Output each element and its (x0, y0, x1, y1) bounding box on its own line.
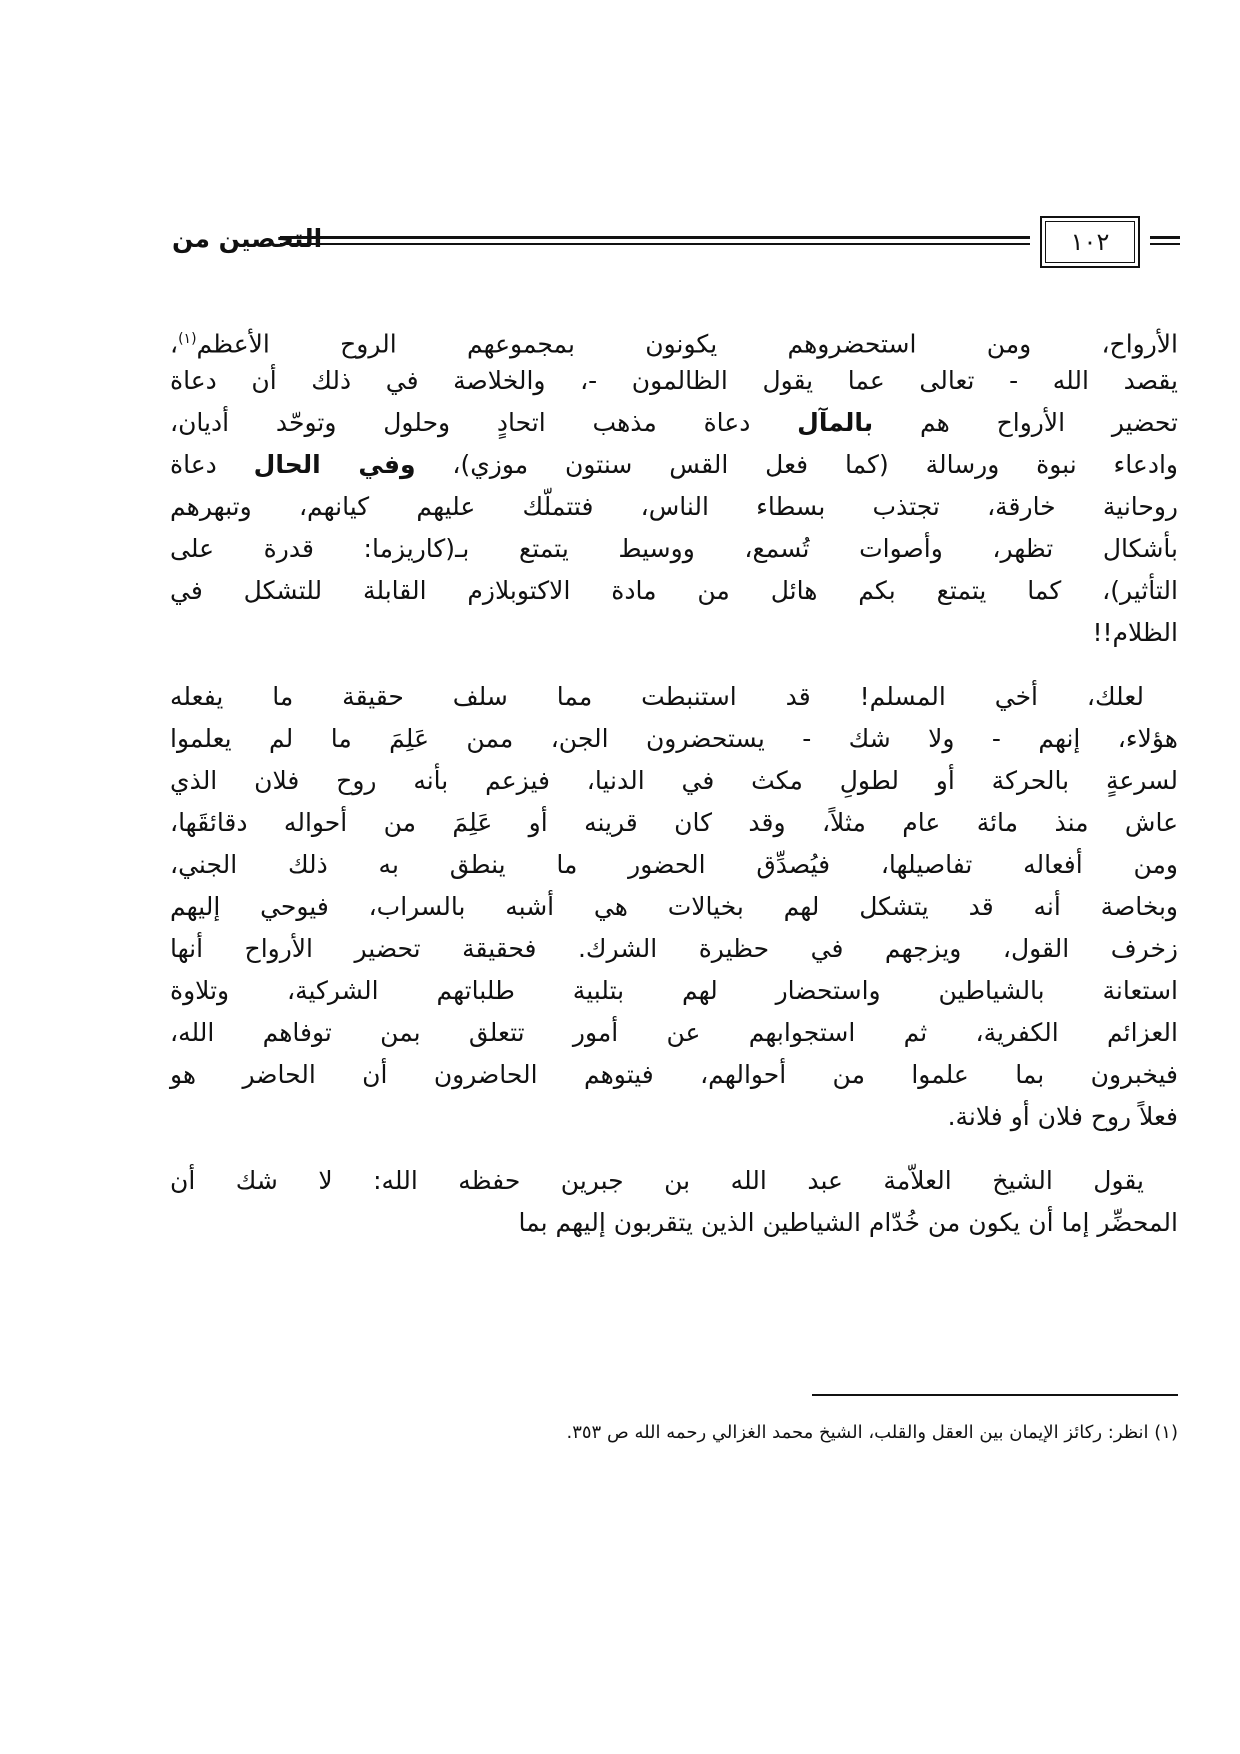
text-segment: ، (170, 329, 179, 359)
text-line (170, 1054, 1178, 1096)
text-segment: زخرف القول، ويزجهم في حظيرة الشرك. فحقيقة تحضير الأرواح أنها (170, 934, 1178, 963)
page-header (172, 222, 1180, 262)
text-line (170, 570, 1178, 612)
text-line (170, 1202, 1178, 1244)
bold-term: وفي الحال (253, 450, 416, 479)
text-segment: عاش منذ مائة عام مثلاً، وقد كان قرينه أو عَلِمَ من أحواله دقائقَها، (170, 808, 1178, 837)
text-segment: الظلام!! (1092, 618, 1178, 647)
text-line (170, 444, 1178, 486)
header-rule-short (1150, 236, 1180, 245)
footnote-separator (812, 1394, 1178, 1396)
text-line (170, 1012, 1178, 1054)
text-segment: استعانة بالشياطين واستحضار لهم بتلبية طلباتهم الشركية، وتلاوة (170, 976, 1178, 1005)
text-segment: يقول الشيخ العلاّمة عبد الله بن جبرين حفظه الله: لا شك أن (170, 1166, 1144, 1195)
text-segment: ومن أفعاله تفاصيلها، فيُصدِّق الحضور ما ينطق به ذلك الجني، (170, 850, 1178, 879)
text-segment: يقصد الله - تعالى عما يقول الظالمون -، والخلاصة في ذلك أن دعاة (170, 366, 1178, 395)
paragraph (170, 1160, 1178, 1244)
paragraph (170, 676, 1178, 1138)
text-segment: دعاة (170, 450, 254, 479)
text-line (170, 612, 1178, 654)
page-number-frame (1040, 216, 1140, 268)
text-segment: وبخاصة أنه قد يتشكل لهم بخيالات هي أشبه بالسراب، فيوحي إليهم (170, 892, 1178, 921)
text-segment: فيخبرون بما علموا من أحوالهم، فيتوهم الحاضرون أن الحاضر هو (170, 1060, 1178, 1089)
text-segment: العزائم الكفرية، ثم استجوابهم عن أمور تتعلق بمن توفاهم الله، (170, 1018, 1178, 1047)
text-segment: التأثير)، كما يتمتع بكم هائل من مادة الاكتوبلازم القابلة للتشكل في (170, 576, 1178, 605)
text-line (170, 676, 1178, 718)
text-line (170, 528, 1178, 570)
text-segment: هؤلاء، إنهم - ولا شك - يستحضرون الجن، ممن عَلِمَ ما لم يعلموا (170, 724, 1178, 753)
text-segment: المحضِّر إما أن يكون من خُدّام الشياطين الذين يتقربون إليهم بما (518, 1208, 1178, 1237)
text-segment: بأشكال تظهر، وأصوات تُسمع، ووسيط يتمتع بـ(كاريزما: قدرة على (170, 534, 1178, 563)
text-segment: الأرواح، ومن استحضروهم يكونون بمجموعهم الروح الأعظم (196, 329, 1178, 359)
text-line (170, 760, 1178, 802)
text-line (170, 802, 1178, 844)
text-line (170, 402, 1178, 444)
footnote: (١) انظر: ركائز الإيمان بين العقل والقلب، الشيخ محمد الغزالي رحمه الله ص ٣٥٣. (566, 1422, 1178, 1443)
body-text (170, 318, 1178, 1266)
text-segment: لعلك، أخي المسلم! قد استنبطت مما سلف حقيقة ما يفعله (170, 682, 1144, 711)
text-line (170, 718, 1178, 760)
page-number: ١٠٢ (1070, 228, 1110, 256)
text-line (170, 360, 1178, 402)
text-segment: روحانية خارقة، تجتذب بسطاء الناس، فتتملّك عليهم كيانهم، وتبهرهم (170, 492, 1178, 521)
running-title: التحصين من (172, 224, 323, 253)
text-line (170, 318, 1178, 360)
footnote-ref: (١) (178, 331, 197, 347)
text-line (170, 970, 1178, 1012)
text-line (170, 844, 1178, 886)
text-segment: دعاة مذهب اتحادٍ وحلول وتوحّد أديان، (170, 408, 798, 437)
text-line (170, 486, 1178, 528)
text-line (170, 1096, 1178, 1138)
text-line (170, 928, 1178, 970)
text-segment: وادعاء نبوة ورسالة (كما فعل القس سنتون موزي)، (415, 450, 1178, 479)
text-segment: فعلاً روح فلان أو فلانة. (947, 1102, 1178, 1131)
text-segment: تحضير الأرواح هم (873, 408, 1178, 437)
text-line (170, 886, 1178, 928)
text-line (170, 1160, 1178, 1202)
text-segment: لسرعةٍ بالحركة أو لطولِ مكث في الدنيا، فيزعم بأنه روح فلان الذي (170, 766, 1178, 795)
paragraph (170, 318, 1178, 654)
bold-term: بالمآل (797, 408, 874, 437)
header-rule (280, 236, 1030, 245)
